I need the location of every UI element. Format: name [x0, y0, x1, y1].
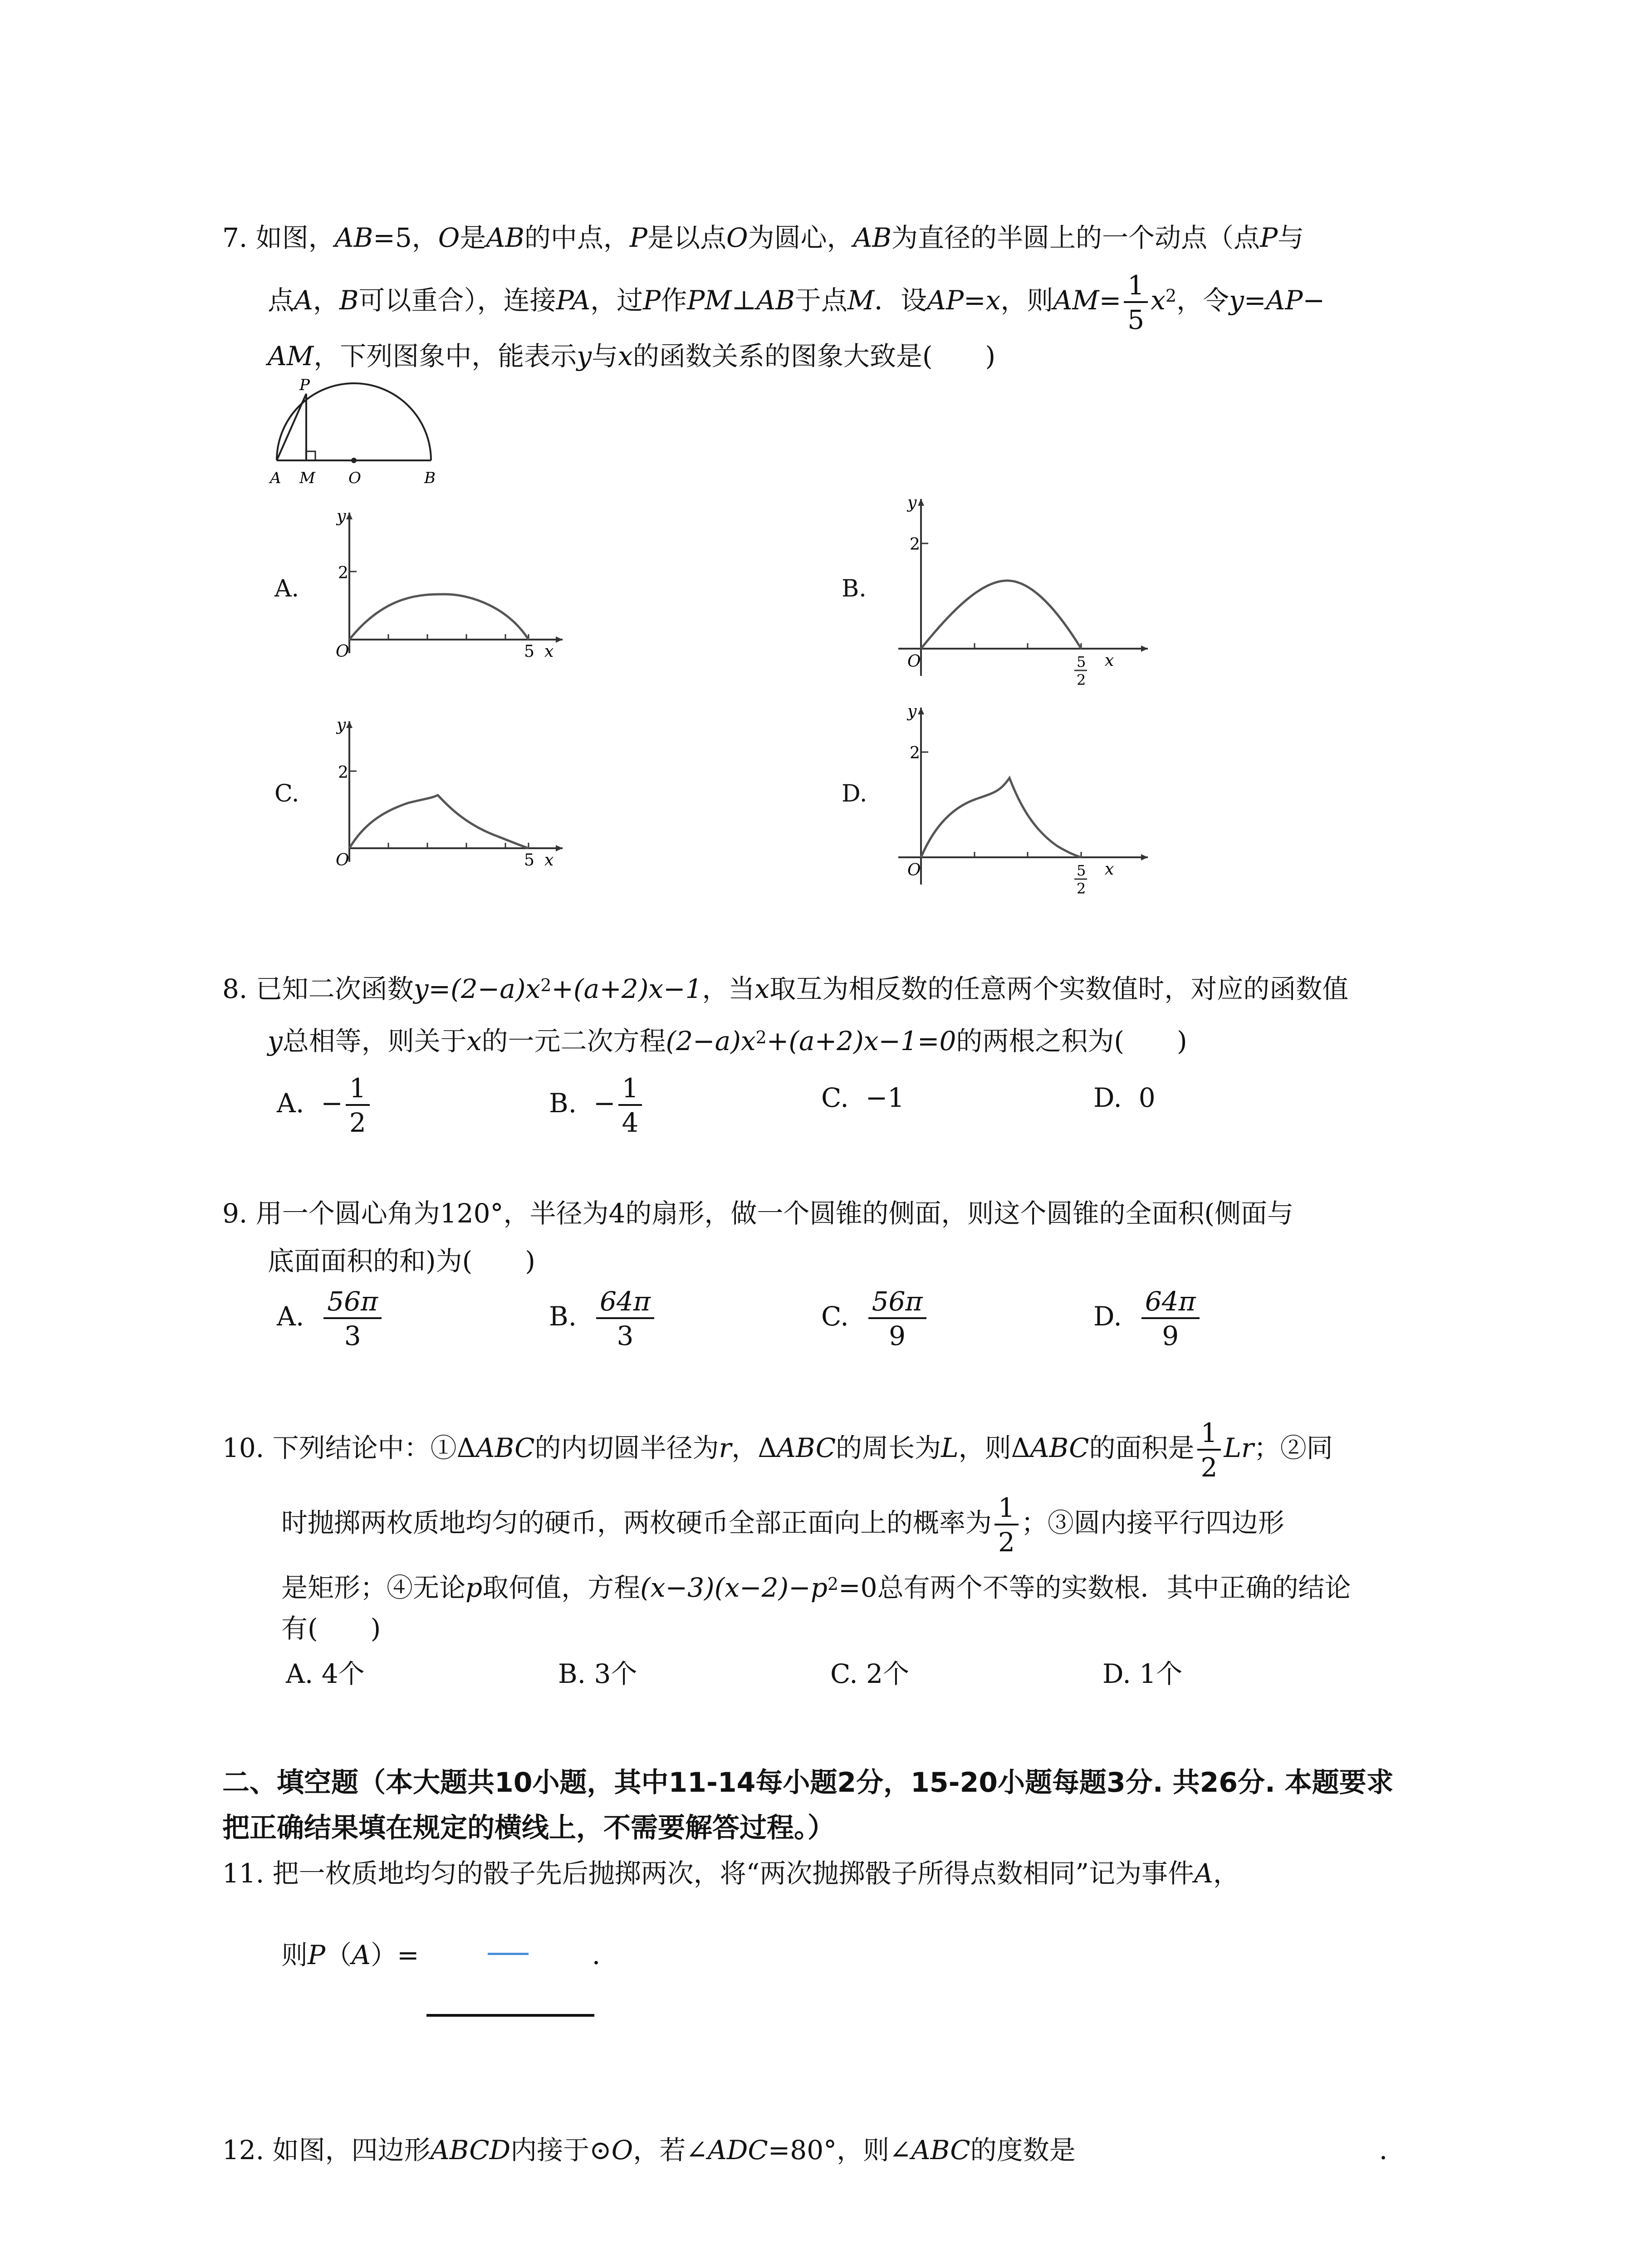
- q10-option-a[interactable]: A. 4个: [286, 1658, 365, 1689]
- fraction: $\frac{1}{5}$: [1124, 272, 1148, 333]
- axis-x-label: x: [544, 851, 554, 870]
- page-number: [789, 2266, 834, 2268]
- origin-label: O: [336, 642, 349, 661]
- q10-option-d[interactable]: D. 1个: [1102, 1658, 1183, 1689]
- q8-option-b[interactable]: B. − $\frac{1}{4}$: [549, 1075, 645, 1136]
- option-a-label: A.: [274, 575, 299, 602]
- axis-x-label: x: [1105, 651, 1114, 670]
- label-O: O: [348, 469, 361, 487]
- tick-frac-num: 5: [1077, 862, 1086, 879]
- graph-d: [885, 694, 1157, 912]
- axis-x-label: x: [1105, 860, 1114, 879]
- section-2-heading-line-1: 二、填空题（本大题共10小题，其中11-14每小题2分，15-20小题每题3分. 共26分. 本题要求: [222, 1767, 1394, 1799]
- tick-2: 2: [910, 744, 920, 763]
- q11-line-1: 11. 把一枚质地均匀的骰子先后抛掷两次，将“两次抛掷骰子所得点数相同”记为事件A，: [222, 1858, 1239, 1889]
- label-A: A: [270, 469, 281, 487]
- q10-option-c[interactable]: C. 2个: [830, 1658, 910, 1689]
- fraction: $\frac{1}{2}$: [1197, 1420, 1221, 1481]
- option-c-label: C.: [274, 780, 299, 807]
- q8-option-d[interactable]: D. 0: [1093, 1082, 1156, 1113]
- q7-line-1: 7. 如图，AB=5，O是AB的中点，P是以点O为圆心，AB为直径的半圆上的一个动点（点P与: [222, 222, 1304, 253]
- fraction: $\frac{1}{2}$: [346, 1075, 370, 1136]
- axis-y-label: y: [907, 702, 917, 721]
- fraction: $\frac{56\pi}{3}$: [323, 1288, 382, 1349]
- q9-line-2: 底面面积的和)为( ): [268, 1246, 535, 1276]
- fraction: $\frac{56\pi}{9}$: [868, 1288, 926, 1349]
- label-P: P: [299, 376, 310, 394]
- q8-option-a[interactable]: A. − $\frac{1}{2}$: [277, 1075, 372, 1136]
- origin-label: O: [907, 861, 921, 880]
- q9-option-a[interactable]: A. $\frac{56\pi}{3}$: [277, 1288, 384, 1349]
- q9-option-d[interactable]: D. $\frac{64\pi}{9}$: [1093, 1288, 1202, 1349]
- q11-answer-blank[interactable]: [426, 2014, 594, 2017]
- graph-c: [318, 712, 572, 875]
- q10-option-b[interactable]: B. 3个: [558, 1658, 637, 1689]
- q10-line-4: 有( ): [281, 1613, 381, 1644]
- tick-2: 2: [910, 535, 920, 554]
- q7-line-3: AM，下列图象中，能表示y与x的函数关系的图象大致是( ): [268, 341, 996, 371]
- axis-y-label: y: [337, 716, 346, 734]
- q12-line-1: 12. 如图，四边形ABCD内接于⊙O，若∠ADC=80°，则∠ABC的度数是: [222, 2135, 1076, 2165]
- q12-period: ．: [1379, 2135, 1406, 2165]
- q8-line-2: y总相等，则关于x的一元二次方程$(2-a)x^2+(a+2)x-1=0$的两根之积为( ): [268, 1026, 1187, 1056]
- q9-line-1: 9. 用一个圆心角为120°，半径为4的扇形，做一个圆锥的侧面，则这个圆锥的全面积(侧面与: [222, 1198, 1294, 1229]
- semicircle-figure: [263, 376, 463, 494]
- graph-a: [318, 503, 572, 667]
- origin-label: O: [907, 652, 921, 671]
- q7-line-2: 点A，B可以重合），连接PA，过P作PM⊥AB于点M．设AP=x，则AM= $\frac{1}{5}$ $x^2$，令y=AP−: [268, 270, 1325, 335]
- option-b-label: B.: [842, 575, 867, 602]
- label-B: B: [424, 469, 436, 487]
- label-M: M: [299, 469, 315, 487]
- q10-line-2: 时抛掷两枚质地均匀的硬币，两枚硬币全部正面向上的概率为 $\frac{1}{2}$ ；③圆内接平行四边形: [281, 1492, 1284, 1558]
- axis-x-label: x: [544, 642, 554, 661]
- fraction: $\frac{64\pi}{9}$: [1141, 1288, 1200, 1349]
- tick-frac-den: 2: [1077, 880, 1086, 897]
- fraction: $\frac{64\pi}{3}$: [596, 1288, 654, 1349]
- q10-line-1: 10. 下列结论中：①ΔABC的内切圆半径为r，ΔABC的周长为L，则ΔABC的面积是 $\frac{1}{2}$ Lr；②同: [222, 1418, 1333, 1483]
- tick-2: 2: [338, 763, 348, 782]
- fraction: $\frac{1}{2}$: [994, 1495, 1019, 1555]
- q8-option-c[interactable]: C. −1: [821, 1082, 905, 1113]
- q9-option-b[interactable]: B. $\frac{64\pi}{3}$: [549, 1288, 657, 1349]
- q11-period: ．: [592, 1940, 619, 1970]
- q8-line-1: 8. 已知二次函数$y=(2-a)x^2+(a+2)x-1$，当x取互为相反数的任意两个实数值时，对应的函数值: [222, 973, 1349, 1004]
- q9-option-c[interactable]: C. $\frac{56\pi}{9}$: [821, 1288, 929, 1349]
- tick-5: 5: [524, 851, 534, 870]
- q12-answer-blank[interactable]: [1161, 2164, 1370, 2166]
- origin-label: O: [336, 851, 349, 870]
- axis-y-label: y: [337, 507, 346, 526]
- tick-frac-den: 2: [1077, 671, 1086, 689]
- axis-y-label: y: [907, 494, 917, 512]
- fraction: $\frac{1}{4}$: [618, 1075, 642, 1136]
- answer-fraction-placeholder: [488, 1953, 529, 1955]
- tick-2: 2: [338, 564, 348, 582]
- option-d-label: D.: [842, 780, 867, 807]
- q10-line-3: 是矩形；④无论p取何值，方程$(x-3)(x-2)-p^2=0$总有两个不等的实数根．其中正确的结论: [281, 1572, 1351, 1603]
- tick-frac-num: 5: [1077, 653, 1086, 670]
- section-2-heading-line-2: 把正确结果填在规定的横线上，不需要解答过程。）: [222, 1812, 835, 1844]
- tick-5: 5: [524, 642, 534, 661]
- q11-line-2: 则P（A）=: [281, 1940, 419, 1970]
- graph-b: [885, 485, 1157, 703]
